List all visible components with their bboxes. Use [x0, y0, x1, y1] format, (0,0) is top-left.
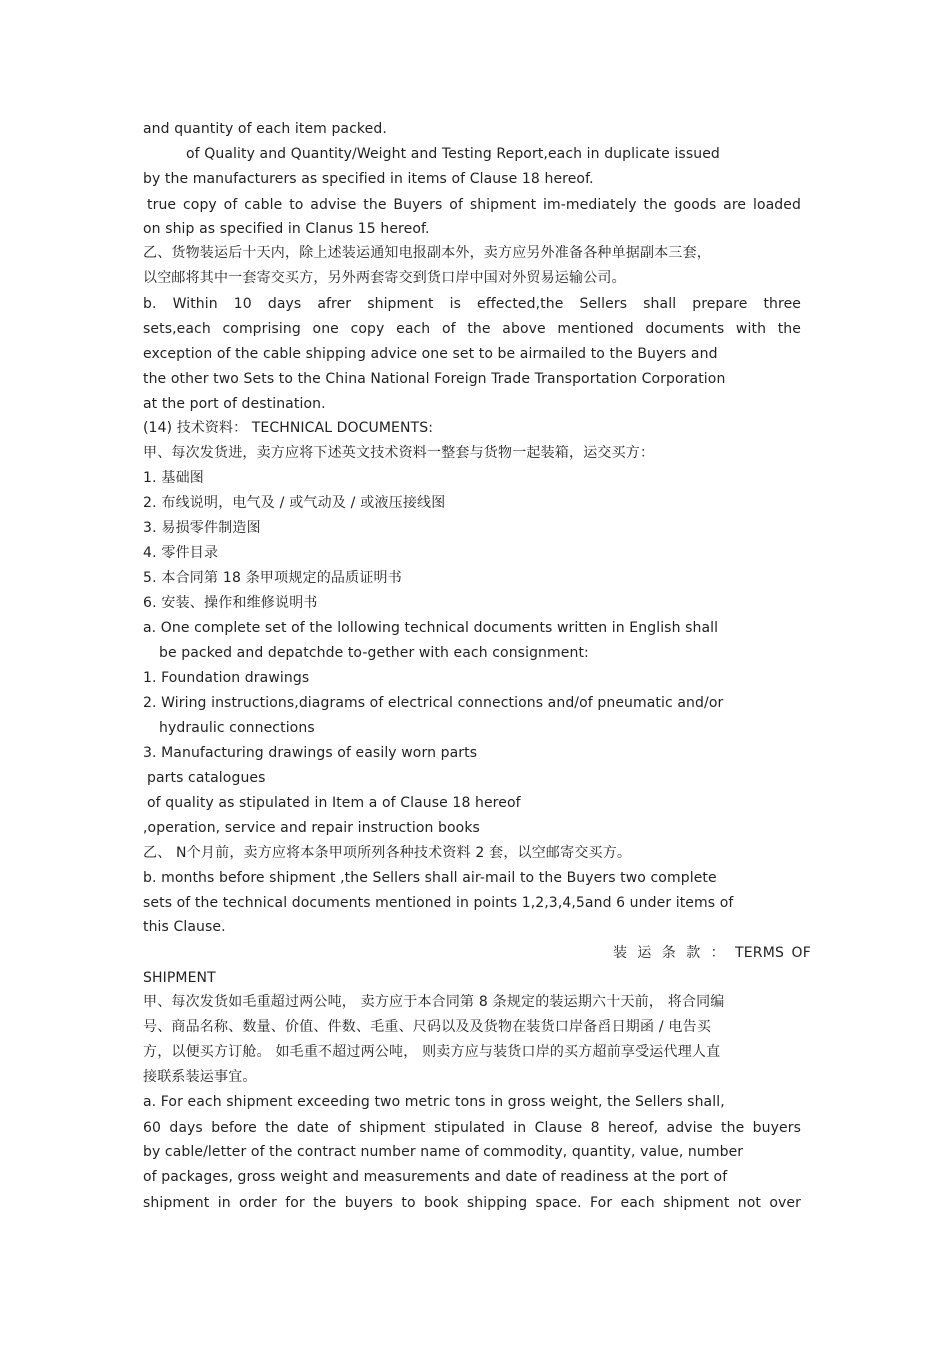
text-line: a. For each shipment exceeding two metric tons in gross weight, the Sellers shall,: [143, 1094, 725, 1110]
list-item: of quality as stipulated in Item a of Clause 18 hereof: [147, 795, 521, 811]
text-line: of packages, gross weight and measurements and date of readiness at the port of: [143, 1169, 728, 1185]
text-line: be packed and depatchde to-gether with each consignment:: [159, 645, 589, 661]
text-line: sets,each comprising one copy each of the above mentioned documents with the: [143, 321, 801, 337]
section-heading: SHIPMENT: [143, 970, 216, 986]
text-line: and quantity of each item packed.: [143, 121, 387, 137]
text-line: of Quality and Quantity/Weight and Testing Report,each in duplicate issued: [186, 146, 720, 162]
list-item: 1. Foundation drawings: [143, 670, 310, 686]
text-line: by the manufacturers as specified in items of Clause 18 hereof.: [143, 171, 594, 187]
section-heading: 装 运 条 款 ： TERMS OF: [613, 945, 811, 961]
list-item: parts catalogues: [147, 770, 266, 786]
list-item: 5. 本合同第 18 条甲项规定的品质证明书: [143, 570, 402, 586]
text-line: 60 days before the date of shipment stipulated in Clause 8 hereof, advise the buyers: [143, 1120, 801, 1136]
text-line: exception of the cable shipping advice one set to be airmailed to the Buyers and: [143, 346, 718, 362]
text-line: b. months before shipment ,the Sellers shall air-mail to the Buyers two complete: [143, 870, 717, 886]
list-item: 4. 零件目录: [143, 545, 219, 561]
text-line: 方，以便买方订舱。 如毛重不超过两公吨， 则卖方应与装货口岸的买方超前享受运代理人直: [143, 1044, 721, 1060]
text-line: sets of the technical documents mentioned in points 1,2,3,4,5and 6 under items of: [143, 895, 734, 911]
text-line: 乙、 N个月前，卖方应将本条甲项所列各种技术资料 2 套，以空邮寄交买方。: [143, 845, 632, 861]
text-line: the other two Sets to the China National Foreign Trade Transportation Corporation: [143, 371, 726, 387]
text-line: by cable/letter of the contract number name of commodity, quantity, value, number: [143, 1144, 744, 1160]
list-item: 3. 易损零件制造图: [143, 520, 261, 536]
section-heading: (14) 技术资料： TECHNICAL DOCUMENTS:: [143, 420, 434, 436]
list-item: 3. Manufacturing drawings of easily worn parts: [143, 745, 478, 761]
list-item: ,operation, service and repair instruction books: [143, 820, 480, 836]
text-line: hydraulic connections: [159, 720, 315, 736]
list-item: 6. 安装、操作和维修说明书: [143, 595, 318, 611]
text-line: 乙、货物装运后十天内，除上述装运通知电报副本外，卖方应另外准备各种单据副本三套，: [143, 245, 711, 261]
text-line: 甲、每次发货进，卖方应将下述英文技术资料一整套与货物一起装箱，运交买方：: [143, 445, 655, 461]
text-line: at the port of destination.: [143, 396, 326, 412]
text-line: 号、商品名称、数量、价值、件数、毛重、尺码以及及货物在装货口岸备舀日期函 / 电告买: [143, 1019, 712, 1035]
list-item: 1. 基础图: [143, 470, 205, 486]
text-line: true copy of cable to advise the Buyers of shipment im-mediately the goods are loaded: [147, 197, 801, 213]
list-item: 2. 布线说明，电气及 / 或气动及 / 或液压接线图: [143, 495, 446, 511]
text-line: a. One complete set of the lollowing technical documents written in English shall: [143, 620, 719, 636]
text-line: shipment in order for the buyers to book shipping space. For each shipment not over: [143, 1195, 801, 1211]
text-line: 以空邮将其中一套寄交买方，另外两套寄交到货口岸中国对外贸易运输公司。: [143, 270, 626, 286]
text-line: b. Within 10 days afrer shipment is effected,the Sellers shall prepare three: [143, 296, 801, 312]
text-line: on ship as specified in Clanus 15 hereof.: [143, 221, 430, 237]
text-line: 接联系装运事宜。: [143, 1069, 257, 1085]
text-line: 甲、每次发货如毛重超过两公吨， 卖方应于本合同第 8 条规定的装运期六十天前， 将合同编: [143, 994, 725, 1010]
text-line: this Clause.: [143, 919, 226, 935]
list-item: 2. Wiring instructions,diagrams of electrical connections and/of pneumatic and/or: [143, 695, 724, 711]
